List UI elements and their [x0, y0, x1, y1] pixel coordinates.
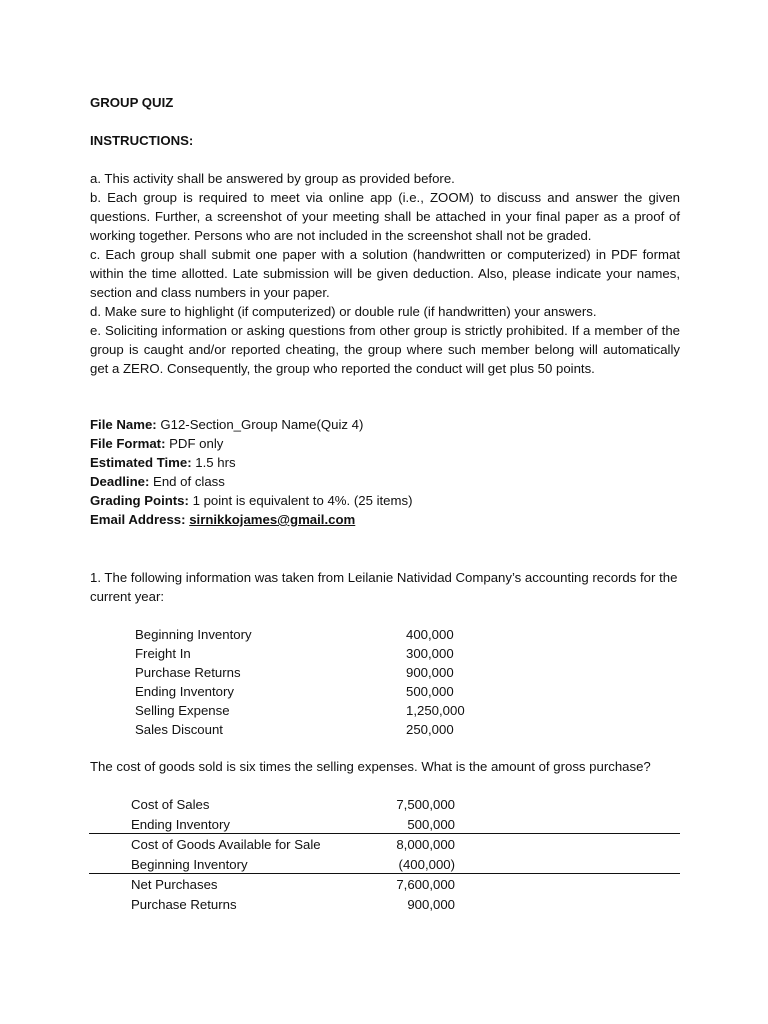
table-row — [131, 894, 455, 914]
instructions-heading: INSTRUCTIONS: — [90, 133, 194, 148]
file-name-value: G12-Section_Group Name(Quiz 4) — [160, 417, 364, 432]
table-row — [131, 834, 455, 854]
question-1-text: The cost of goods sold is six times the selling expenses. What is the amount of gross purchase? — [90, 759, 651, 774]
file-name-line — [90, 415, 680, 434]
solution-label: Cost of Sales — [131, 796, 210, 812]
given-amount: 300,000 — [406, 646, 454, 661]
table-row — [131, 854, 455, 874]
email-link[interactable]: sirnikkojames@gmail.com — [189, 512, 356, 527]
solution-amount: 8,000,000 — [396, 836, 455, 852]
given-label: Selling Expense — [135, 703, 230, 718]
given-amount: 500,000 — [406, 684, 454, 699]
question-1-prompt: 1. The following information was taken from Leilanie Natividad Company’s accounting records for the current year: — [90, 570, 678, 604]
grading-points-value: 1 point is equivalent to 4%. (25 items) — [192, 493, 413, 508]
solution-table — [131, 794, 455, 914]
deadline-line — [90, 472, 680, 491]
table-row — [135, 682, 468, 701]
deadline-label: Deadline: — [90, 474, 150, 489]
solution-label: Ending Inventory — [131, 816, 230, 832]
deadline-value: End of class — [153, 474, 225, 489]
solution-divider — [89, 873, 680, 874]
instruction-e: e. Soliciting information or asking questions from other group is strictly prohibited. If a member of the group is caught and/or reported cheating, the group where such member belong will automatically get a ZERO. Consequently, the group who reported the conduct will get plus 50 points. — [90, 323, 680, 376]
given-amount: 900,000 — [406, 665, 454, 680]
solution-amount: 900,000 — [407, 896, 455, 912]
instruction-b: b. Each group is required to meet via online app (i.e., ZOOM) to discuss and answer the given questions. Further, a screenshot of your meeting shall be attached in your final paper as a proof of working together. Persons who are not included in the screenshot shall not be graded. — [90, 190, 680, 243]
table-row — [131, 874, 455, 894]
instructions-list — [90, 169, 680, 378]
solution-amount: 7,600,000 — [396, 876, 455, 892]
solution-label: Cost of Goods Available for Sale — [131, 836, 321, 852]
given-data-table — [135, 625, 468, 739]
submission-details — [90, 415, 680, 529]
solution-divider — [89, 833, 680, 834]
given-amount: 250,000 — [406, 722, 454, 737]
file-format-value: PDF only — [169, 436, 224, 451]
given-amount: 1,250,000 — [406, 703, 465, 718]
table-row — [135, 625, 468, 644]
table-row — [131, 794, 455, 814]
given-label: Beginning Inventory — [135, 627, 252, 642]
table-row — [135, 701, 468, 720]
given-label: Purchase Returns — [135, 665, 241, 680]
solution-label: Net Purchases — [131, 876, 218, 892]
email-line — [90, 510, 680, 529]
instruction-c: c. Each group shall submit one paper with a solution (handwritten or computerized) in PDF format within the time allotted. Late submission will be given deduction. Also, please indicate your names, section and class numbers in your paper. — [90, 247, 680, 300]
solution-amount: 500,000 — [407, 816, 455, 832]
given-label: Freight In — [135, 646, 191, 661]
file-format-line — [90, 434, 680, 453]
solution-label: Purchase Returns — [131, 896, 237, 912]
estimated-time-label: Estimated Time: — [90, 455, 192, 470]
file-name-label: File Name: — [90, 417, 157, 432]
table-row — [135, 644, 468, 663]
solution-label: Beginning Inventory — [131, 856, 248, 872]
given-label: Sales Discount — [135, 722, 223, 737]
file-format-label: File Format: — [90, 436, 166, 451]
estimated-time-line — [90, 453, 680, 472]
given-label: Ending Inventory — [135, 684, 234, 699]
instruction-a: a. This activity shall be answered by group as provided before. — [90, 171, 455, 186]
table-row — [135, 663, 468, 682]
grading-points-label: Grading Points: — [90, 493, 189, 508]
quiz-title: GROUP QUIZ — [90, 95, 174, 110]
given-amount: 400,000 — [406, 627, 454, 642]
table-row — [135, 720, 468, 739]
email-label: Email Address: — [90, 512, 186, 527]
instruction-d: d. Make sure to highlight (if computerized) or double rule (if handwritten) your answers. — [90, 304, 597, 319]
grading-points-line — [90, 491, 680, 510]
table-row — [131, 814, 455, 834]
solution-amount: 7,500,000 — [396, 796, 455, 812]
solution-amount: (400,000) — [398, 856, 455, 872]
estimated-time-value: 1.5 hrs — [195, 455, 236, 470]
